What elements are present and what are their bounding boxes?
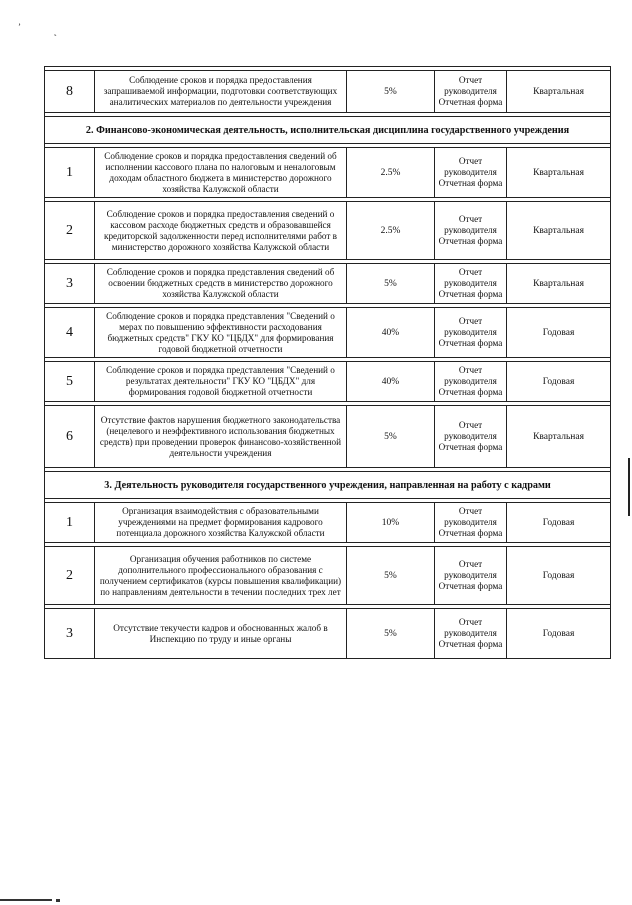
report-form: Отчет руководителя Отчетная форма	[435, 202, 507, 260]
row-number: 2	[45, 547, 95, 605]
criterion-description: Организация взаимодействия с образовательными учреждениями на предмет формирования кадрового потенциала дорожного хозяйства Калужской области	[95, 503, 347, 543]
criterion-description: Организация обучения работников по системе дополнительного профессионального образования с получением сертификатов (курсы повышения квалификации) по направлениям деятельности в течении последних трех лет	[95, 547, 347, 605]
reporting-period: Годовая	[507, 308, 611, 358]
criterion-description: Соблюдение сроков и порядка представления "Сведений о мерах по повышению эффективности расходования бюджетных средств" ГКУ КО "ЦБДХ" для формирования годовой бюджетной отчетности	[95, 308, 347, 358]
section-header-row	[45, 472, 611, 499]
criterion-weight: 2.5%	[347, 148, 435, 198]
table-row	[45, 362, 611, 402]
reporting-period: Квартальная	[507, 148, 611, 198]
scan-edge-mark	[628, 458, 630, 516]
table-row	[45, 547, 611, 605]
criterion-weight: 5%	[347, 547, 435, 605]
table-row	[45, 609, 611, 659]
row-number: 1	[45, 503, 95, 543]
table-row	[45, 308, 611, 358]
criteria-table	[44, 66, 611, 659]
table-row	[45, 71, 611, 113]
criterion-weight: 5%	[347, 406, 435, 468]
scan-speck: ’	[18, 22, 21, 32]
row-number: 2	[45, 202, 95, 260]
criteria-table-body	[45, 67, 611, 659]
reporting-period: Квартальная	[507, 202, 611, 260]
criterion-description: Соблюдение сроков и порядка предоставления запрашиваемой информации, подготовки соответствующих аналитических материалов по деятельности учреждения	[95, 71, 347, 113]
report-form: Отчет руководителя Отчетная форма	[435, 609, 507, 659]
table-row	[45, 264, 611, 304]
criterion-weight: 5%	[347, 264, 435, 304]
reporting-period: Годовая	[507, 547, 611, 605]
scan-edge-mark	[56, 899, 60, 902]
section-header-row	[45, 117, 611, 144]
report-form: Отчет руководителя Отчетная форма	[435, 503, 507, 543]
criterion-description: Отсутствие фактов нарушения бюджетного законодательства (нецелевого и неэффективного использования бюджетных средств) при проведении проверок финансово-хозяйственной деятельности учреждения	[95, 406, 347, 468]
criterion-weight: 40%	[347, 308, 435, 358]
row-number: 3	[45, 609, 95, 659]
row-number: 3	[45, 264, 95, 304]
criterion-weight: 2.5%	[347, 202, 435, 260]
report-form: Отчет руководителя Отчетная форма	[435, 547, 507, 605]
table-row	[45, 202, 611, 260]
reporting-period: Квартальная	[507, 71, 611, 113]
report-form: Отчет руководителя Отчетная форма	[435, 406, 507, 468]
criterion-description: Соблюдение сроков и порядка предоставления сведений о кассовом расходе бюджетных средств и образовавшейся кредиторской задолженности перед исполнителями работ в министерство дорожного хозяйства Калужской области	[95, 202, 347, 260]
table-row	[45, 148, 611, 198]
reporting-period: Годовая	[507, 362, 611, 402]
row-number: 8	[45, 71, 95, 113]
scan-edge-mark	[0, 899, 52, 901]
row-number: 5	[45, 362, 95, 402]
row-number: 4	[45, 308, 95, 358]
criterion-weight: 5%	[347, 609, 435, 659]
criterion-description: Отсутствие текучести кадров и обоснованных жалоб в Инспекцию по труду и иные органы	[95, 609, 347, 659]
scan-speck: ˛	[54, 26, 57, 36]
table-row	[45, 406, 611, 468]
report-form: Отчет руководителя Отчетная форма	[435, 148, 507, 198]
criterion-weight: 40%	[347, 362, 435, 402]
report-form: Отчет руководителя Отчетная форма	[435, 71, 507, 113]
criterion-description: Соблюдение сроков и порядка предоставления сведений об исполнении кассового плана по налоговым и неналоговым доходам областного бюджета в министерство дорожного хозяйства Калужской области	[95, 148, 347, 198]
report-form: Отчет руководителя Отчетная форма	[435, 308, 507, 358]
criterion-weight: 10%	[347, 503, 435, 543]
reporting-period: Годовая	[507, 503, 611, 543]
reporting-period: Годовая	[507, 609, 611, 659]
reporting-period: Квартальная	[507, 406, 611, 468]
reporting-period: Квартальная	[507, 264, 611, 304]
report-form: Отчет руководителя Отчетная форма	[435, 362, 507, 402]
row-number: 6	[45, 406, 95, 468]
report-form: Отчет руководителя Отчетная форма	[435, 264, 507, 304]
row-number: 1	[45, 148, 95, 198]
table-row	[45, 503, 611, 543]
criterion-description: Соблюдение сроков и порядка представления сведений об освоении бюджетных средств в министерство дорожного хозяйства Калужской области	[95, 264, 347, 304]
criterion-weight: 5%	[347, 71, 435, 113]
section-title: 2. Финансово-экономическая деятельность, исполнительская дисциплина государственного учреждения	[45, 117, 611, 144]
section-title: 3. Деятельность руководителя государственного учреждения, направленная на работу с кадрами	[45, 472, 611, 499]
criterion-description: Соблюдение сроков и порядка представления "Сведений о результатах деятельности" ГКУ КО "ЦБДХ" для формирования годовой бюджетной отчетности	[95, 362, 347, 402]
